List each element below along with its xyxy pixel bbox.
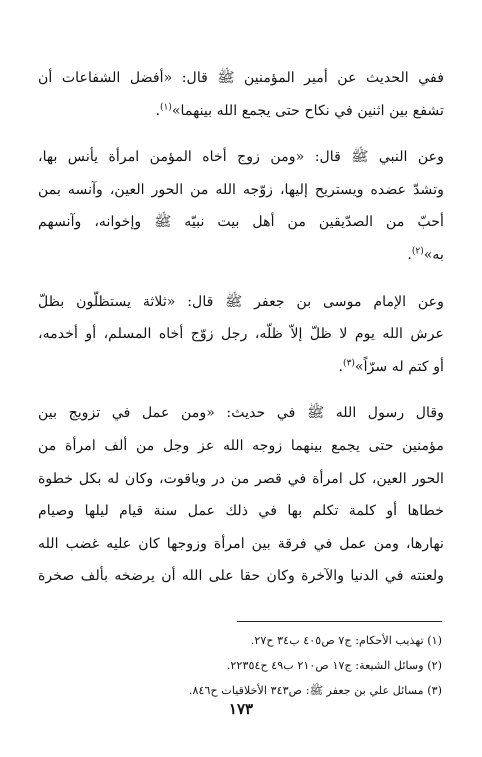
text-fragment: . bbox=[155, 102, 160, 119]
text-line: الحور العين، كل امرأة في قصر من در وياقوت، وكان له بكل خطوة bbox=[38, 470, 444, 487]
footnote: (٢) وسائل الشيعة: ج١٧ ص٢١٠ ب٤٩ ح٢٢٣٥٤. bbox=[226, 659, 442, 672]
footnote: (٣) مسائل علي بن جعفر ﷺ: ص٣٤٣ الأخلاقيات ح٨٤٦. bbox=[188, 684, 442, 697]
footnotes bbox=[40, 628, 442, 703]
footnote-ref: (٣) bbox=[343, 358, 355, 369]
text-line: ولعنته في الدنيا والآخرة وكان حقا على الله أن يرضخه بألف صخرة bbox=[38, 568, 444, 585]
text-line bbox=[38, 239, 444, 272]
text-line: أحبّ من الصدّيقين من أهل بيت نبيّه ﷺ وإخوانه، وآنسهم bbox=[38, 214, 444, 231]
text-line: نهارها، ومن عمل في فرقة بين امرأة وزوجها كان عليه غضب الله bbox=[38, 535, 444, 552]
text-fragment: . bbox=[338, 358, 344, 375]
text-line: مؤمنين حتى يجمع بينهما زوجه الله عز وجل من ألف امرأة من bbox=[38, 437, 444, 454]
text-line: وعن النبي ﷺ قال: «ومن زوج أخاه المؤمن امرأة يأنس بها، bbox=[38, 149, 444, 166]
text-line: خطاها أو كلمة تكلم بها في ذلك عمل سنة قيام ليلها وصيام bbox=[38, 503, 444, 520]
footnote-ref: (٢) bbox=[411, 246, 424, 257]
text-fragment: به» bbox=[423, 246, 444, 263]
footnote-ref: (١) bbox=[159, 101, 172, 112]
text-fragment: . bbox=[407, 246, 412, 263]
page-number: ١٧٣ bbox=[228, 700, 254, 718]
text-fragment: تشفع بين اثنين في نكاح حتى يجمع الله بينهما» bbox=[171, 102, 444, 119]
text-line: وتشدّ عضده ويستريح إليها، زوّجه الله من الحور العين، وآنسه بمن bbox=[38, 181, 444, 198]
footnote-divider bbox=[237, 621, 442, 622]
text-line: وعن الإمام موسى بن جعفر ﷺ قال: «ثلاثة يستظلّون بظلّ bbox=[38, 293, 444, 310]
text-line bbox=[38, 351, 444, 384]
text-fragment: أو كتم له سرّاً» bbox=[354, 358, 444, 375]
footnote: (١) تهذيب الأحكام: ج٧ ص٤٠٥ ب٣٤ ح٢٧. bbox=[250, 634, 442, 647]
text-line: ففي الحديث عن أمير المؤمنين ﷺ قال: «أفضل الشفاعات أن bbox=[38, 70, 444, 86]
text-line bbox=[38, 95, 444, 128]
text-line: وقال رسول الله ﷺ في حديث: «ومن عمل في تزويج بين bbox=[38, 405, 444, 422]
text-line: عرش الله يوم لا ظلّ إلاّ ظلّه، رجل زوّج أخاه المسلم، أو أخدمه، bbox=[38, 326, 444, 343]
body-text bbox=[38, 62, 444, 593]
